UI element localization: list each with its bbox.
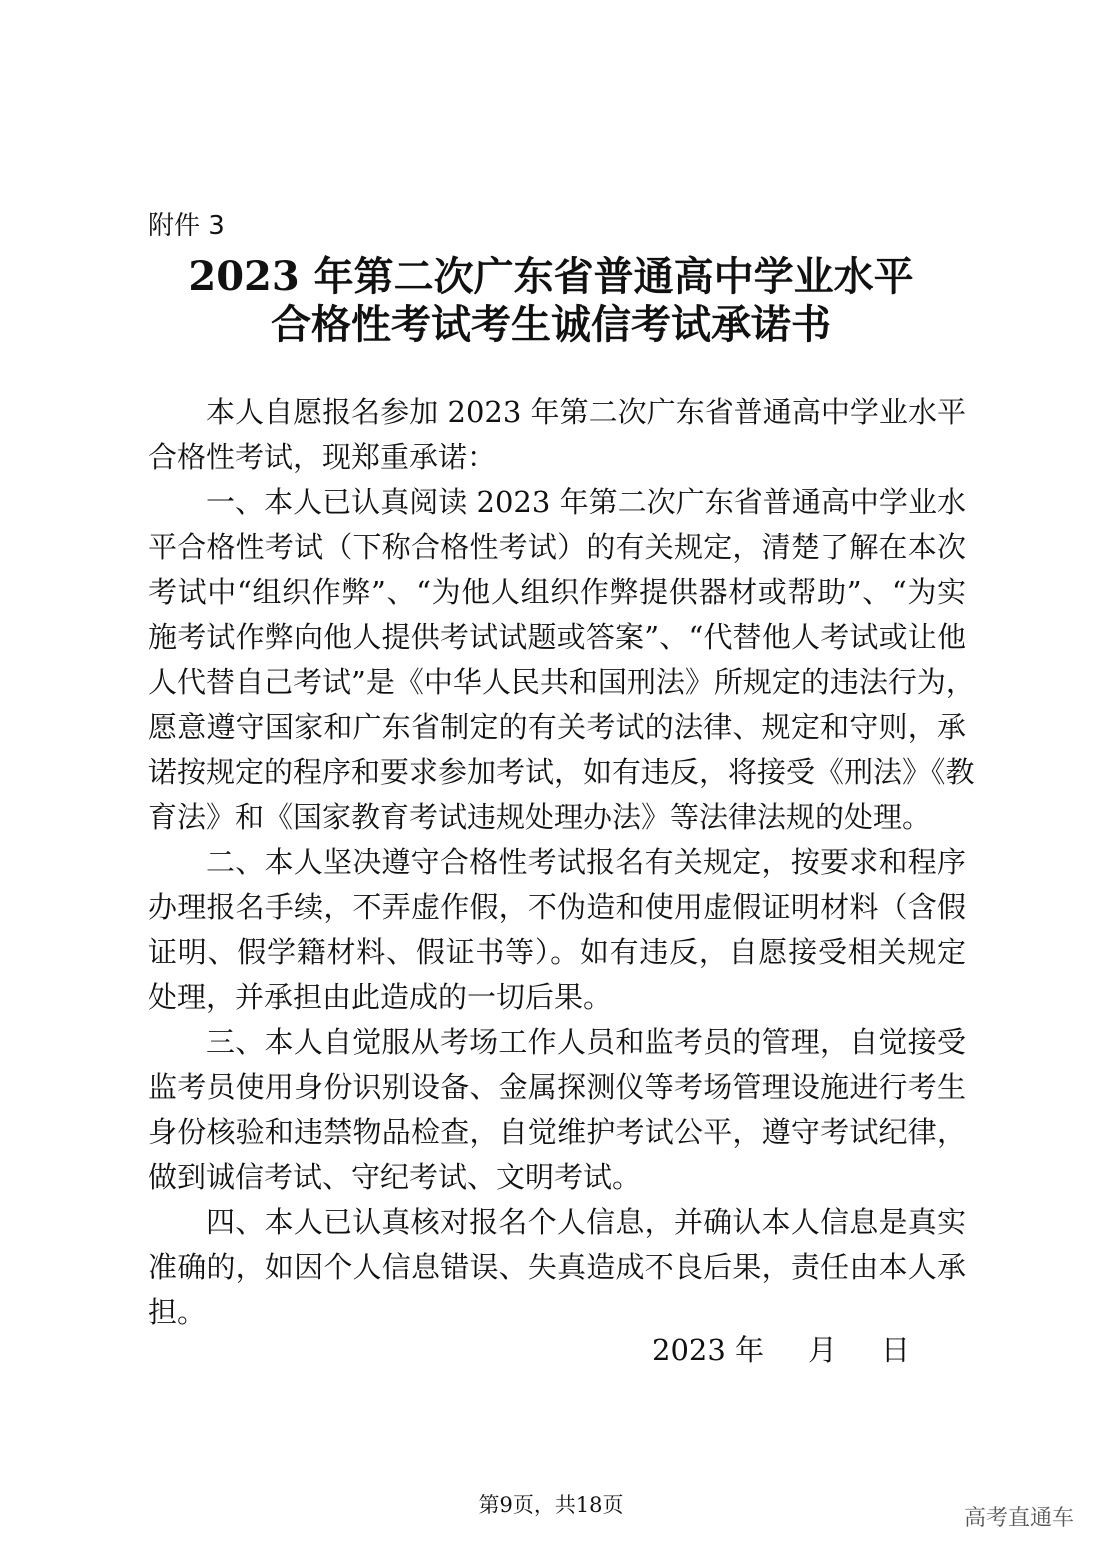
signature-date xyxy=(652,1330,910,1370)
body-line: 考试中“组织作弊”、“为他人组织作弊提供器材或帮助”、“为实 xyxy=(148,575,966,609)
document-title-line-2: 合格性考试考生诚信考试承诺书 xyxy=(271,301,831,348)
body-line: 准确的，如因个人信息错误、失真造成不良后果，责任由本人承 xyxy=(148,1250,966,1284)
body-line: 诺按规定的程序和要求参加考试，如有违反，将接受《刑法》《教 xyxy=(148,755,975,789)
attachment-label: 附件 3 xyxy=(148,211,225,241)
body-line: 办理报名手续，不弄虚作假，不伪造和使用虚假证明材料（含假 xyxy=(148,890,966,924)
body-line: 一、本人已认真阅读 2023 年第二次广东省普通高中学业水 xyxy=(206,485,966,519)
body-line: 证明、假学籍材料、假证书等）。如有违反，自愿接受相关规定 xyxy=(148,935,966,969)
page-number-footer: 第9页，共18页 xyxy=(478,1493,624,1517)
body-line: 本人自愿报名参加 2023 年第二次广东省普通高中学业水平 xyxy=(206,395,966,429)
date-month: 月 xyxy=(808,1333,838,1367)
body-line: 二、本人坚决遵守合格性考试报名有关规定，按要求和程序 xyxy=(206,845,966,879)
body-line: 愿意遵守国家和广东省制定的有关考试的法律、规定和守则，承 xyxy=(148,710,966,744)
body-line: 处理，并承担由此造成的一切后果。 xyxy=(148,980,613,1014)
body-line: 做到诚信考试、守纪考试、文明考试。 xyxy=(148,1160,642,1194)
body-line: 施考试作弊向他人提供考试试题或答案”、“代替他人考试或让他 xyxy=(148,620,966,654)
watermark-text: 高考直通车 xyxy=(963,1506,1074,1531)
body-line: 四、本人已认真核对报名个人信息，并确认本人信息是真实 xyxy=(206,1205,966,1239)
body-line: 三、本人自觉服从考场工作人员和监考员的管理，自觉接受 xyxy=(206,1025,966,1059)
body-line: 平合格性考试（下称合格性考试）的有关规定，清楚了解在本次 xyxy=(148,530,966,564)
body-line: 监考员使用身份识别设备、金属探测仪等考场管理设施进行考生 xyxy=(148,1070,966,1104)
body-line: 育法》和《国家教育考试违规处理办法》等法律法规的处理。 xyxy=(148,800,932,834)
date-day: 日 xyxy=(881,1333,911,1367)
body-line: 担。 xyxy=(148,1295,207,1329)
document-title-line-1: 2023 年第二次广东省普通高中学业水平 xyxy=(188,253,914,300)
body-line: 身份核验和违禁物品检查，自觉维护考试公平，遵守考试纪律， xyxy=(148,1115,966,1149)
body-line: 合格性考试，现郑重承诺： xyxy=(148,440,497,474)
date-year: 2023 年 xyxy=(652,1333,765,1367)
body-line: 人代替自己考试”是《中华人民共和国刑法》所规定的违法行为， xyxy=(148,665,975,699)
